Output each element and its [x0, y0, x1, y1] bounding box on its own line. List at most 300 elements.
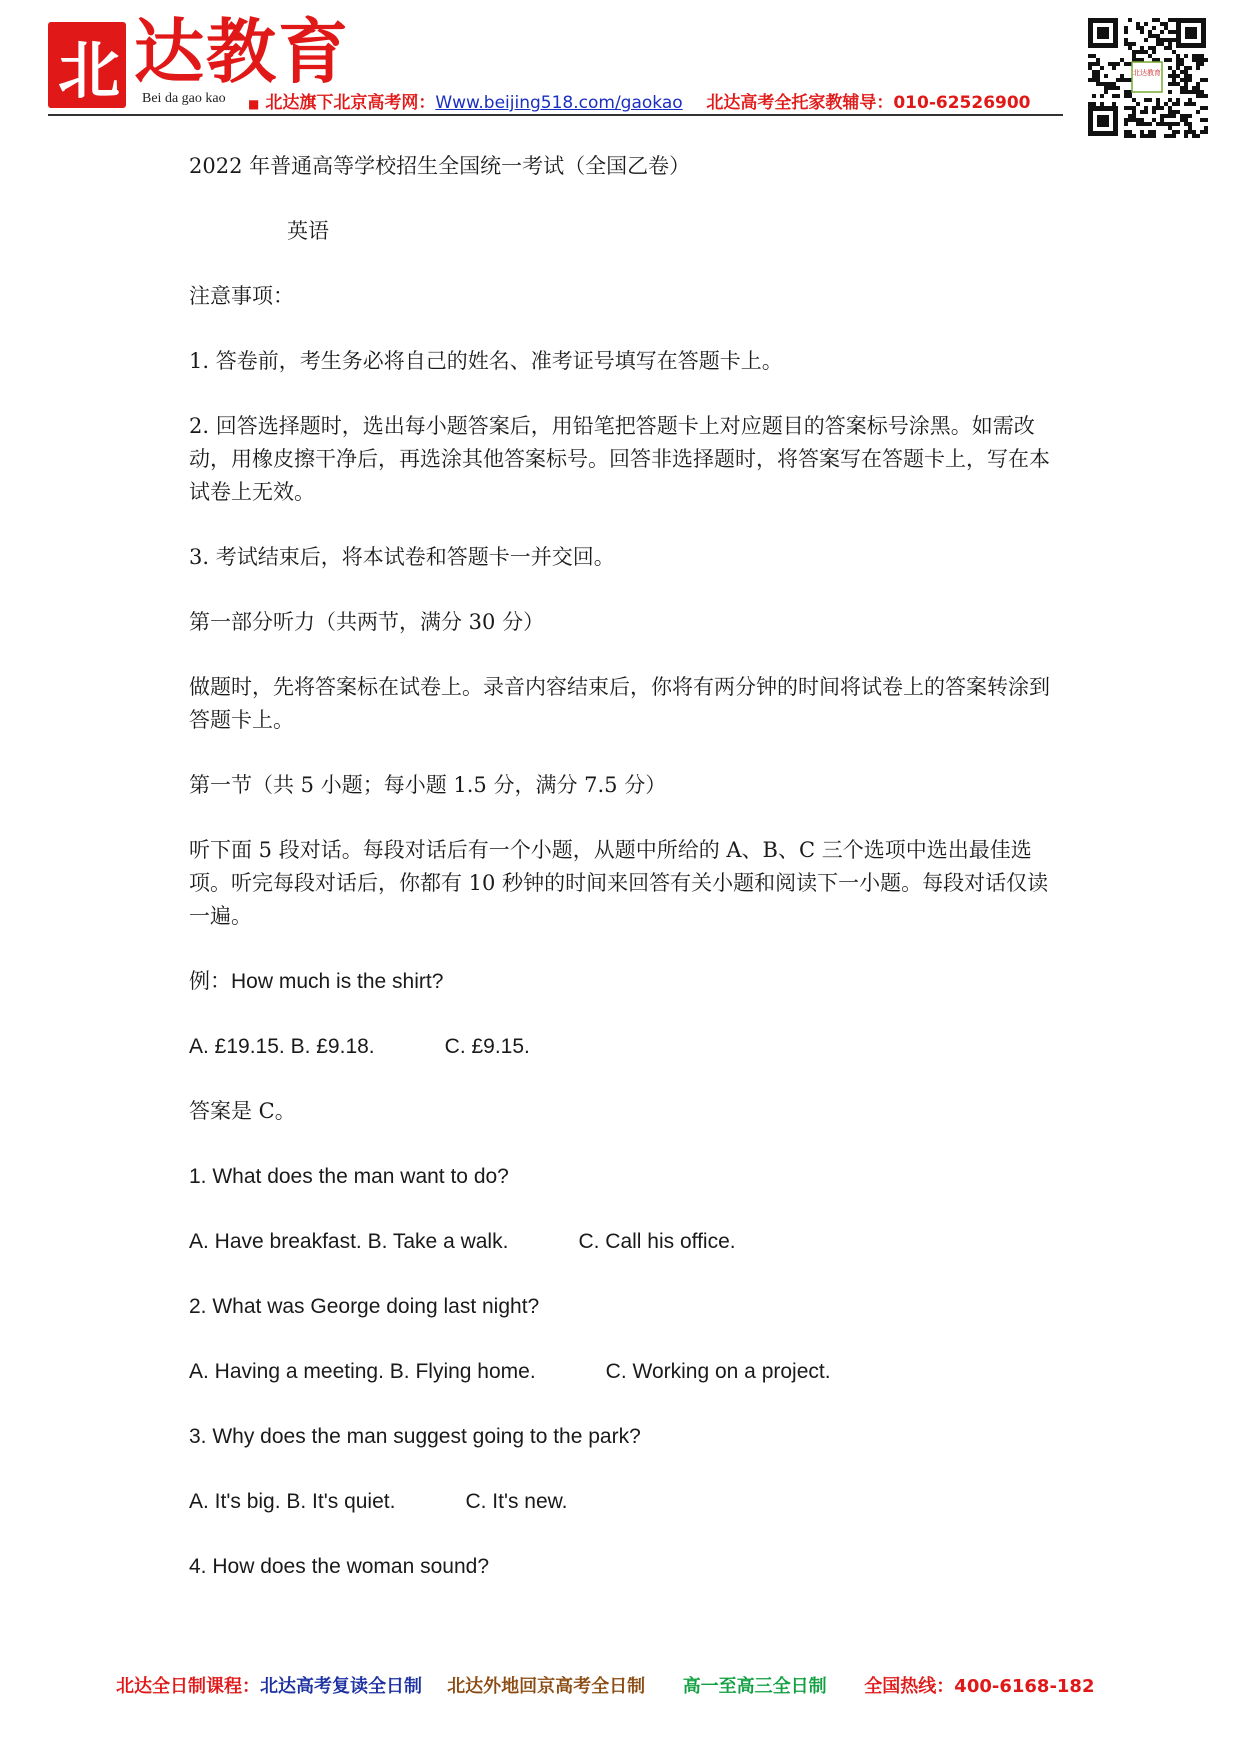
qr-module	[1136, 26, 1140, 30]
qr-module	[1132, 110, 1136, 114]
qr-module	[1124, 130, 1128, 134]
qr-module	[1188, 114, 1192, 118]
qr-module	[1160, 106, 1164, 110]
qr-module	[1096, 74, 1100, 78]
qr-module	[1200, 90, 1204, 94]
qr-module	[1160, 118, 1164, 122]
qr-module	[1188, 66, 1192, 70]
qr-module	[1092, 54, 1096, 58]
qr-module	[1168, 126, 1172, 130]
qr-code-icon[interactable]	[1086, 16, 1208, 138]
qr-caption: 北达教育	[1133, 69, 1161, 77]
qr-module	[1148, 122, 1152, 126]
qr-module	[1136, 122, 1140, 126]
qr-module	[1192, 86, 1196, 90]
question-1-options: A. Have breakfast. B. Take a walk. C. Call his office.	[189, 1230, 736, 1253]
qr-module	[1148, 134, 1152, 138]
spacer	[189, 1453, 1069, 1485]
qr-module	[1184, 70, 1188, 74]
example-question: 例：How much is the shirt?	[189, 970, 444, 993]
qr-module	[1172, 134, 1176, 138]
qr-module	[1140, 118, 1144, 122]
qr-module	[1116, 78, 1120, 82]
qr-module	[1148, 34, 1152, 38]
footer-hotline: 全国热线：400-6168-182	[864, 1676, 1095, 1697]
qr-module	[1132, 134, 1136, 138]
qr-module	[1172, 102, 1176, 106]
qr-module	[1204, 130, 1208, 134]
footer-course-1: 北达高考复读全日制	[260, 1676, 422, 1697]
section1-instruction: 听下面 5 段对话。每段对话后有一个小题，从题中所给的 A、B、C 三个选项中选出最佳选项。听完每段对话后，你都有 10 秒钟的时间来回答有关小题和阅读下一小题。每段对话仅读一遍。	[189, 838, 1049, 928]
qr-module	[1176, 98, 1180, 102]
qr-module	[1128, 46, 1132, 50]
qr-module	[1168, 122, 1172, 126]
qr-module	[1128, 118, 1132, 122]
qr-module	[1116, 94, 1120, 98]
spacer	[189, 574, 1069, 606]
qr-module	[1200, 58, 1204, 62]
qr-module	[1176, 62, 1180, 66]
page-header	[0, 0, 1240, 140]
qr-module	[1136, 102, 1140, 106]
qr-module	[1184, 102, 1188, 106]
qr-module	[1124, 30, 1128, 34]
qr-module	[1136, 50, 1140, 54]
qr-module	[1156, 34, 1160, 38]
spacer	[189, 933, 1069, 965]
qr-module	[1144, 122, 1148, 126]
qr-module	[1112, 94, 1116, 98]
qr-module	[1096, 78, 1100, 82]
qr-module	[1120, 74, 1124, 78]
qr-module	[1108, 86, 1112, 90]
qr-module	[1124, 42, 1128, 46]
qr-module	[1168, 134, 1172, 138]
qr-module	[1184, 118, 1188, 122]
exam-title: 2022 年普通高等学校招生全国统一考试（全国乙卷）	[189, 154, 691, 178]
qr-module	[1096, 70, 1100, 74]
notice-item: 2. 回答选择题时，选出每小题答案后，用铅笔把答题卡上对应题目的答案标号涂黑。如需改动，用橡皮擦干净后，再选涂其他答案标号。回答非选择题时，将答案写在答题卡上，写在本试卷上无效。	[189, 414, 1050, 504]
qr-module	[1088, 54, 1092, 58]
question-3-options: A. It's big. B. It's quiet. C. It's new.	[189, 1490, 568, 1513]
qr-module	[1108, 62, 1112, 66]
qr-module	[1172, 74, 1176, 78]
qr-module	[1168, 30, 1172, 34]
qr-module	[1192, 54, 1196, 58]
qr-module	[1176, 122, 1180, 126]
qr-module	[1176, 130, 1180, 134]
logo-mark: 北	[48, 22, 126, 108]
example-answer: 答案是 C。	[189, 1099, 296, 1123]
qr-module	[1124, 118, 1128, 122]
qr-module	[1200, 130, 1204, 134]
spacer	[189, 1518, 1069, 1550]
qr-module	[1164, 122, 1168, 126]
qr-module	[1176, 54, 1180, 58]
qr-module	[1152, 130, 1156, 134]
question-3: 3. Why does the man suggest going to the park?	[189, 1425, 641, 1448]
qr-module	[1196, 66, 1200, 70]
qr-module	[1144, 98, 1148, 102]
logo-subtitle: Bei da gao kao	[142, 91, 226, 106]
section1-heading: 第一节（共 5 小题；每小题 1.5 分，满分 7.5 分）	[189, 773, 667, 797]
exam-document	[189, 150, 1069, 1583]
spacer	[189, 1193, 1069, 1225]
qr-module	[1104, 82, 1108, 86]
qr-module	[1100, 102, 1104, 106]
qr-module	[1112, 66, 1116, 70]
qr-module	[1160, 42, 1164, 46]
qr-module	[1204, 126, 1208, 130]
qr-module	[1200, 118, 1204, 122]
qr-module	[1172, 122, 1176, 126]
qr-module	[1164, 38, 1168, 42]
qr-module	[1160, 114, 1164, 118]
qr-module	[1096, 58, 1100, 62]
qr-module	[1188, 130, 1192, 134]
qr-module	[1120, 78, 1124, 82]
qr-module	[1172, 110, 1176, 114]
qr-module	[1140, 134, 1144, 138]
exam-subject: 英语	[287, 219, 329, 243]
qr-module	[1104, 90, 1108, 94]
qr-module	[1132, 54, 1136, 58]
qr-module	[1152, 50, 1156, 54]
qr-module	[1192, 102, 1196, 106]
qr-module	[1180, 62, 1184, 66]
qr-module	[1124, 94, 1128, 98]
spacer	[189, 313, 1069, 345]
qr-module	[1092, 70, 1096, 74]
qr-module	[1168, 18, 1172, 22]
qr-module	[1128, 114, 1132, 118]
qr-module	[1168, 58, 1172, 62]
qr-module	[1168, 42, 1172, 46]
qr-module	[1112, 62, 1116, 66]
footer-course-2: 北达外地回京高考全日制	[447, 1676, 646, 1697]
qr-module	[1204, 106, 1208, 110]
qr-module	[1180, 58, 1184, 62]
qr-module	[1096, 82, 1100, 86]
square-bullet-icon: ■	[248, 97, 260, 111]
website-link[interactable]: Www.beijing518.com/gaokao	[435, 93, 683, 113]
qr-module	[1164, 26, 1168, 30]
qr-module	[1176, 110, 1180, 114]
qr-module	[1200, 62, 1204, 66]
qr-module	[1196, 94, 1200, 98]
spacer	[189, 1323, 1069, 1355]
qr-module	[1124, 134, 1128, 138]
qr-module	[1132, 114, 1136, 118]
qr-module	[1172, 38, 1176, 42]
qr-module	[1144, 22, 1148, 26]
qr-module	[1176, 102, 1180, 106]
qr-module	[1104, 86, 1108, 90]
spacer	[189, 1063, 1069, 1095]
qr-module	[1124, 38, 1128, 42]
qr-module	[1188, 102, 1192, 106]
spacer	[189, 248, 1069, 280]
footer-label: 北达全日制课程：	[116, 1676, 260, 1697]
qr-module	[1140, 46, 1144, 50]
qr-module	[1176, 82, 1180, 86]
qr-module	[1168, 46, 1172, 50]
qr-module	[1140, 110, 1144, 114]
qr-module	[1192, 130, 1196, 134]
qr-module	[1096, 62, 1100, 66]
qr-module	[1140, 130, 1144, 134]
qr-module	[1140, 122, 1144, 126]
question-2: 2. What was George doing last night?	[189, 1295, 540, 1318]
qr-module	[1160, 122, 1164, 126]
question-2-options: A. Having a meeting. B. Flying home. C. Working on a project.	[189, 1360, 831, 1383]
qr-module	[1188, 98, 1192, 102]
qr-module	[1156, 106, 1160, 110]
spacer	[189, 1388, 1069, 1420]
qr-module	[1152, 110, 1156, 114]
notice-item: 1. 答卷前，考生务必将自己的姓名、准考证号填写在答题卡上。	[189, 349, 783, 373]
header-hotline: 北达高考全托家教辅导：010-62526900	[706, 93, 1031, 113]
qr-module	[1172, 78, 1176, 82]
qr-module	[1144, 38, 1148, 42]
qr-module	[1180, 114, 1184, 118]
qr-module	[1124, 122, 1128, 126]
qr-module	[1156, 102, 1160, 106]
qr-module	[1184, 54, 1188, 58]
footer-course-3: 高一至高三全日制	[682, 1676, 827, 1697]
qr-module	[1148, 30, 1152, 34]
qr-module	[1196, 90, 1200, 94]
qr-module	[1176, 74, 1180, 78]
qr-module	[1168, 90, 1172, 94]
qr-module	[1196, 134, 1200, 138]
qr-module	[1124, 26, 1128, 30]
qr-module	[1152, 34, 1156, 38]
qr-module	[1200, 94, 1204, 98]
qr-module	[1188, 122, 1192, 126]
qr-module	[1200, 106, 1204, 110]
qr-module	[1160, 38, 1164, 42]
qr-module	[1180, 70, 1184, 74]
qr-module	[1148, 98, 1152, 102]
qr-module	[1088, 78, 1092, 82]
page-footer	[116, 1672, 1094, 1698]
notice-heading: 注意事项：	[189, 284, 294, 308]
qr-module	[1100, 94, 1104, 98]
qr-module	[1180, 78, 1184, 82]
qr-module	[1160, 22, 1164, 26]
qr-module	[1124, 62, 1128, 66]
qr-module	[1116, 62, 1120, 66]
qr-module	[1148, 130, 1152, 134]
qr-module	[1172, 50, 1176, 54]
spacer	[189, 737, 1069, 769]
qr-module	[1112, 102, 1116, 106]
qr-module	[1152, 106, 1156, 110]
spacer	[189, 1258, 1069, 1290]
qr-module	[1152, 46, 1156, 50]
example-options: A. £19.15. B. £9.18. C. £9.15.	[189, 1035, 530, 1058]
qr-module	[1144, 50, 1148, 54]
qr-module	[1204, 58, 1208, 62]
qr-module	[1168, 110, 1172, 114]
qr-module	[1132, 42, 1136, 46]
qr-module	[1192, 58, 1196, 62]
qr-module	[1124, 78, 1128, 82]
qr-module	[1128, 130, 1132, 134]
notice-item: 3. 考试结束后，将本试卷和答题卡一并交回。	[189, 545, 615, 569]
header-info-prefix: 北达旗下北京高考网：	[265, 93, 436, 113]
qr-module	[1108, 82, 1112, 86]
qr-module	[1180, 90, 1184, 94]
qr-module	[1144, 106, 1148, 110]
qr-module	[1172, 70, 1176, 74]
qr-module	[1196, 86, 1200, 90]
qr-module	[1196, 62, 1200, 66]
qr-module	[1172, 30, 1176, 34]
qr-module	[1136, 118, 1140, 122]
qr-module	[1104, 74, 1108, 78]
qr-module	[1128, 134, 1132, 138]
qr-module	[1092, 62, 1096, 66]
qr-module	[1092, 74, 1096, 78]
qr-module	[1188, 78, 1192, 82]
qr-module	[1200, 54, 1204, 58]
logo-name: 达教育	[134, 10, 350, 93]
qr-module	[1144, 110, 1148, 114]
qr-module	[1188, 90, 1192, 94]
qr-module	[1188, 126, 1192, 130]
qr-module	[1196, 82, 1200, 86]
qr-module	[1192, 134, 1196, 138]
qr-module	[1180, 86, 1184, 90]
qr-module	[1140, 50, 1144, 54]
qr-module	[1140, 26, 1144, 30]
qr-module	[1132, 98, 1136, 102]
qr-module	[1128, 106, 1132, 110]
qr-module	[1176, 58, 1180, 62]
qr-module	[1156, 42, 1160, 46]
qr-module	[1196, 110, 1200, 114]
qr-module	[1124, 106, 1128, 110]
qr-module	[1196, 54, 1200, 58]
qr-module	[1204, 78, 1208, 82]
qr-module	[1184, 90, 1188, 94]
spacer	[189, 378, 1069, 410]
header-info-line	[248, 88, 1031, 113]
qr-module	[1200, 78, 1204, 82]
qr-module	[1168, 74, 1172, 78]
qr-module	[1112, 86, 1116, 90]
qr-module	[1184, 134, 1188, 138]
qr-module	[1164, 22, 1168, 26]
qr-module	[1152, 26, 1156, 30]
qr-module	[1192, 90, 1196, 94]
qr-module	[1088, 66, 1092, 70]
part1-heading: 第一部分听力（共两节，满分 30 分）	[189, 610, 545, 634]
qr-module	[1132, 50, 1136, 54]
qr-module	[1188, 74, 1192, 78]
qr-module	[1088, 102, 1092, 106]
qr-module	[1132, 118, 1136, 122]
qr-module	[1136, 22, 1140, 26]
qr-module	[1176, 66, 1180, 70]
qr-module	[1164, 114, 1168, 118]
qr-module	[1100, 82, 1104, 86]
qr-module	[1180, 118, 1184, 122]
qr-module	[1168, 98, 1172, 102]
qr-module	[1164, 46, 1168, 50]
qr-module	[1172, 130, 1176, 134]
qr-module	[1184, 66, 1188, 70]
qr-module	[1164, 134, 1168, 138]
qr-module	[1112, 82, 1116, 86]
qr-module	[1100, 66, 1104, 70]
qr-module	[1156, 122, 1160, 126]
qr-module	[1172, 82, 1176, 86]
qr-module	[1120, 58, 1124, 62]
qr-module	[1128, 42, 1132, 46]
qr-module	[1132, 106, 1136, 110]
qr-module	[1160, 30, 1164, 34]
qr-module	[1168, 114, 1172, 118]
spacer	[189, 998, 1069, 1030]
qr-module	[1184, 78, 1188, 82]
qr-module	[1148, 46, 1152, 50]
qr-module	[1204, 94, 1208, 98]
qr-module	[1172, 18, 1176, 22]
qr-module	[1092, 102, 1096, 106]
qr-module	[1168, 82, 1172, 86]
qr-module	[1164, 102, 1168, 106]
qr-module	[1156, 18, 1160, 22]
spacer	[189, 183, 1069, 215]
qr-module	[1152, 118, 1156, 122]
spacer	[189, 802, 1069, 834]
qr-module	[1088, 62, 1092, 66]
spacer	[189, 1128, 1069, 1160]
qr-module	[1152, 18, 1156, 22]
qr-module	[1124, 90, 1128, 94]
qr-module	[1184, 86, 1188, 90]
qr-module	[1168, 66, 1172, 70]
qr-module	[1092, 94, 1096, 98]
qr-module	[1144, 134, 1148, 138]
question-4: 4. How does the woman sound?	[189, 1555, 490, 1578]
qr-module	[1184, 130, 1188, 134]
spacer	[189, 509, 1069, 541]
qr-module	[1172, 114, 1176, 118]
qr-module	[1204, 118, 1208, 122]
qr-module	[1152, 134, 1156, 138]
qr-module	[1184, 114, 1188, 118]
qr-module	[1196, 58, 1200, 62]
qr-module	[1140, 30, 1144, 34]
part1-instruction: 做题时，先将答案标在试卷上。录音内容结束后，你将有两分钟的时间将试卷上的答案转涂到答题卡上。	[189, 675, 1050, 732]
qr-module	[1184, 122, 1188, 126]
qr-module	[1156, 98, 1160, 102]
qr-module	[1128, 18, 1132, 22]
qr-module	[1164, 58, 1168, 62]
header-divider	[48, 114, 1063, 116]
spacer	[189, 639, 1069, 671]
qr-module	[1156, 38, 1160, 42]
qr-module	[1128, 94, 1132, 98]
qr-module	[1092, 78, 1096, 82]
qr-module	[1116, 86, 1120, 90]
qr-module	[1148, 54, 1152, 58]
qr-module	[1168, 106, 1172, 110]
